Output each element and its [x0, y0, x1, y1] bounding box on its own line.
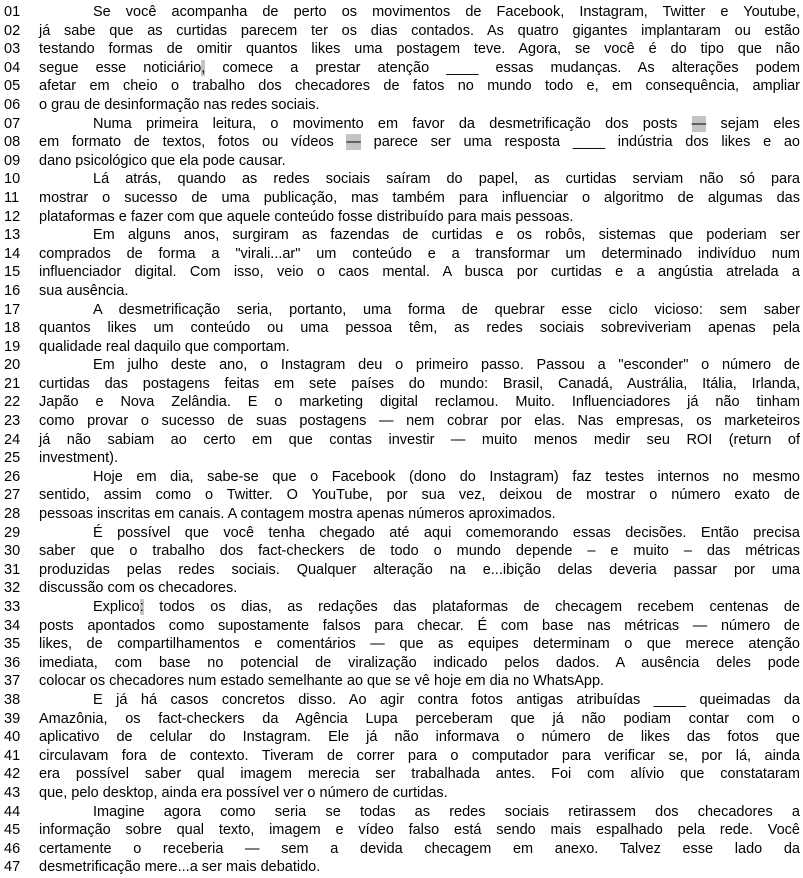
text-segment: afetar em cheio o trabalho dos checadores de fatos no mundo todo e, em consequência, ampliar [39, 78, 800, 95]
text-segment: comprados de forma a "virali...ar" um conteúdo e a transformar um determinado indivíduo num [39, 245, 800, 262]
line-number: 21 [4, 375, 21, 392]
line-number: 06 [4, 96, 21, 113]
text-segment: que, pelo desktop, ainda era possível ver o número de curtidas. [39, 784, 448, 801]
line-number: 41 [4, 747, 21, 764]
text-segment: era possível saber qual imagem merecia ser trabalhada antes. Foi com alívio que constataram [39, 766, 800, 783]
text-segment: investment). [39, 450, 118, 467]
line-number: 05 [4, 78, 21, 95]
text-segment: influenciador digital. Com isso, veio o caos mental. A busca por curtidas e a angústia atrelada a [39, 264, 800, 281]
text-line [4, 170, 800, 189]
line-number: 01 [4, 4, 21, 20]
line-text [39, 189, 800, 208]
text-line [4, 672, 800, 691]
text-line [4, 208, 800, 227]
text-line [4, 710, 800, 729]
text-segment: sentido, assim como o Twitter. O YouTube, por sua vez, deixou de mostrar o número exato de [39, 487, 800, 504]
text-segment: Amazônia, os fact-checkers da Agência Lupa perceberam que já não podiam contar com o [39, 710, 800, 727]
text-segment: E já há casos concretos disso. Ao agir contra fotos antigas atribuídas ____ queimadas da [93, 691, 800, 708]
line-text [39, 858, 800, 877]
line-number: 47 [4, 859, 21, 876]
text-line [4, 319, 800, 338]
text-segment: parece ser uma resposta ____ indústria dos likes e ao [360, 134, 800, 151]
text-segment: testando formas de omitir quantos likes uma postagem teve. Agora, se você é do tipo que não [39, 41, 800, 58]
text-segment: quantos likes um conteúdo ou uma pessoa têm, as redes sociais sobreviveriam apenas pela [39, 320, 800, 337]
text-line [4, 301, 800, 320]
text-body [4, 3, 800, 877]
line-text [39, 319, 800, 338]
line-text [39, 393, 800, 412]
line-number: 24 [4, 431, 21, 448]
text-line [4, 858, 800, 877]
text-line [4, 821, 800, 840]
text-segment: Em julho deste ano, o Instagram deu o primeiro passo. Passou a "esconder" o número de [93, 357, 800, 374]
line-number: 23 [4, 413, 21, 430]
text-segment: colocar os checadores num estado semelhante ao que se vê hoje em dia no WhatsApp. [39, 673, 605, 690]
line-number: 12 [4, 208, 21, 225]
line-text [39, 40, 800, 59]
text-segment: Lá atrás, quando as redes sociais saíram do papel, as curtidas serviam não só para [93, 171, 800, 188]
line-number: 02 [4, 22, 21, 39]
text-line [4, 59, 800, 78]
line-number: 37 [4, 673, 21, 690]
line-number: 27 [4, 487, 21, 504]
text-line [4, 282, 800, 301]
line-text [39, 3, 800, 22]
line-number: 18 [4, 320, 21, 337]
line-text [39, 840, 800, 859]
text-line [4, 803, 800, 822]
line-text [39, 524, 800, 543]
text-line [4, 561, 800, 580]
text-line [4, 133, 800, 152]
text-segment: dano psicológico que ela pode causar. [39, 152, 286, 169]
line-text [39, 728, 800, 747]
line-text [39, 821, 800, 840]
text-line [4, 226, 800, 245]
line-text [39, 152, 800, 171]
line-text [39, 59, 800, 78]
line-number: 40 [4, 729, 21, 746]
line-number: 15 [4, 264, 21, 281]
line-text [39, 486, 800, 505]
line-text [39, 115, 800, 134]
text-segment: sua ausência. [39, 282, 129, 299]
line-number: 30 [4, 543, 21, 560]
text-segment: em formato de textos, fotos ou vídeos [39, 134, 347, 151]
line-text [39, 301, 800, 320]
text-segment: Hoje em dia, sabe-se que o Facebook (dono do Instagram) faz testes internos no mesmo [93, 468, 800, 485]
text-segment: todos os dias, as redações das plataformas de checagem recebem centenas de [143, 599, 800, 615]
text-segment: plataformas e fazer com que aquele conteúdo fosse distribuído para mais pessoas. [39, 208, 574, 225]
line-text [39, 356, 800, 375]
line-text [39, 784, 800, 803]
line-text [39, 542, 800, 561]
text-line [4, 765, 800, 784]
text-line [4, 393, 800, 412]
line-text [39, 96, 800, 115]
text-line [4, 431, 800, 450]
text-segment: mostrar o sucesso de uma publicação, mas também para influenciar o algoritmo de algumas das [39, 189, 800, 206]
highlighted-char: , [201, 59, 206, 76]
line-text [39, 412, 800, 431]
text-line [4, 263, 800, 282]
line-number: 38 [4, 691, 21, 708]
line-number: 33 [4, 599, 21, 615]
text-line [4, 152, 800, 171]
line-text [39, 77, 800, 96]
line-number: 34 [4, 617, 21, 634]
text-segment: Japão e Nova Zelândia. E o marketing digital reclamou. Muito. Influenciadores já não tinham [39, 394, 800, 411]
line-number: 45 [4, 822, 21, 839]
text-line [4, 728, 800, 747]
line-number: 44 [4, 803, 21, 820]
text-line [4, 338, 800, 357]
highlighted-char: — [346, 134, 361, 151]
text-line [4, 375, 800, 394]
text-segment: desmetrificação mere...a ser mais debatido. [39, 859, 321, 876]
line-text [39, 598, 800, 617]
line-number: 03 [4, 41, 21, 58]
text-segment: pessoas inscritas em canais. A contagem mostra apenas números aproximados. [39, 506, 556, 523]
line-number: 10 [4, 171, 21, 188]
text-line [4, 747, 800, 766]
line-number: 11 [4, 189, 20, 206]
text-segment: discussão com os checadores. [39, 580, 238, 597]
line-text [39, 672, 800, 691]
text-segment: A desmetrificação seria, portanto, uma forma de quebrar esse ciclo vicioso: sem saber [93, 301, 800, 318]
line-number: 16 [4, 282, 21, 299]
text-line [4, 115, 800, 134]
line-text [39, 245, 800, 264]
text-segment: Em alguns anos, surgiram as fazendas de curtidas e os robôs, sistemas que poderiam ser [93, 227, 800, 244]
line-number: 25 [4, 450, 21, 467]
text-segment: posts apontados como supostamente falsos para checar. É com base nas métricas — número de [39, 617, 800, 634]
line-number: 14 [4, 245, 21, 262]
text-segment: Imagine agora como seria se todas as redes sociais retirassem dos checadores a [93, 803, 800, 820]
text-segment: curtidas das postagens feitas em sete países do mundo: Brasil, Canadá, Austrália, Itália, Irlanda, [39, 375, 800, 392]
line-text [39, 449, 800, 468]
text-segment: circulavam fora de contexto. Tiveram de correr para o computador para verificar se, por lá, ainda [39, 747, 800, 764]
text-segment: produzidas pelas redes sociais. Qualquer alteração na e...ibição delas deveria passar por uma [39, 561, 800, 578]
text-segment: segue esse noticiário [39, 59, 202, 76]
line-number: 22 [4, 394, 21, 411]
text-line [4, 840, 800, 859]
line-text [39, 710, 800, 729]
line-text [39, 338, 800, 357]
line-number: 39 [4, 710, 21, 727]
text-line [4, 598, 800, 617]
line-number: 28 [4, 506, 21, 523]
line-text [39, 765, 800, 784]
line-text [39, 635, 800, 654]
line-text [39, 803, 800, 822]
line-number: 04 [4, 59, 21, 76]
line-text [39, 654, 800, 673]
text-line [4, 356, 800, 375]
text-line [4, 96, 800, 115]
text-segment: sejam eles [706, 115, 800, 132]
line-text [39, 208, 800, 227]
text-segment: informação sobre qual texto, imagem e vídeo falso está sendo mais espalhado pela rede. Você [39, 822, 800, 839]
text-line [4, 22, 800, 41]
text-segment: saber que o trabalho dos fact-checkers de todo o mundo depende – e muito – das métricas [39, 543, 800, 560]
line-number: 31 [4, 561, 21, 578]
text-segment: É possível que você tenha chegado até aqui comemorando essas decisões. Então precisa [93, 524, 800, 541]
text-line [4, 505, 800, 524]
line-text [39, 468, 800, 487]
text-line [4, 542, 800, 561]
highlighted-char: : [139, 599, 144, 615]
text-segment: Se você acompanha de perto os movimentos de Facebook, Instagram, Twitter e Youtube, [93, 4, 800, 20]
line-number: 08 [4, 134, 21, 151]
text-line [4, 691, 800, 710]
text-segment: o grau de desinformação nas redes sociais. [39, 96, 320, 113]
line-text [39, 561, 800, 580]
line-number: 43 [4, 784, 21, 801]
line-number: 07 [4, 115, 21, 132]
text-line [4, 40, 800, 59]
line-number: 46 [4, 840, 21, 857]
line-text [39, 133, 800, 152]
text-segment: imediata, com base no potencial de viralização indicado pelos dados. A ausência deles pode [39, 654, 800, 671]
text-segment: já sabe que as curtidas parecem ter os dias contados. As quatro gigantes implantaram ou estão [39, 22, 800, 39]
line-number: 26 [4, 468, 21, 485]
text-line [4, 486, 800, 505]
line-text [39, 263, 800, 282]
text-line [4, 245, 800, 264]
text-line [4, 784, 800, 803]
text-line [4, 189, 800, 208]
line-number: 32 [4, 580, 21, 597]
text-segment: aplicativo de celular do Instagram. Ele já não informava o número de likes das fotos que [39, 729, 800, 746]
line-number: 13 [4, 227, 21, 244]
line-number: 20 [4, 357, 21, 374]
line-text [39, 579, 800, 598]
line-text [39, 747, 800, 766]
line-text [39, 431, 800, 450]
text-line [4, 412, 800, 431]
text-line [4, 3, 800, 22]
line-text [39, 226, 800, 245]
line-text [39, 505, 800, 524]
text-segment: como provar o sucesso de suas postagens — nem cobrar por elas. Nas empresas, os marketeiros [39, 413, 800, 430]
line-text [39, 170, 800, 189]
text-line [4, 617, 800, 636]
line-text [39, 375, 800, 394]
text-segment: Numa primeira leitura, o movimento em favor da desmetrificação dos posts [93, 115, 692, 132]
text-segment: já não sabiam ao certo em que contas investir — muito menos medir seu ROI (return of [39, 431, 800, 448]
text-line [4, 449, 800, 468]
line-text [39, 691, 800, 710]
text-line [4, 579, 800, 598]
line-text [39, 282, 800, 301]
text-segment: qualidade real daquilo que comportam. [39, 338, 290, 355]
line-number: 09 [4, 152, 21, 169]
text-segment: likes, de compartilhamentos e comentários — que as equipes determinam o que merece atenção [39, 636, 800, 653]
text-segment: comece a prestar atenção ____ essas mudanças. As alterações podem [205, 59, 800, 76]
line-text [39, 617, 800, 636]
line-text [39, 22, 800, 41]
line-number: 36 [4, 654, 21, 671]
text-line [4, 635, 800, 654]
text-line [4, 468, 800, 487]
highlighted-char: — [691, 115, 707, 132]
line-number: 35 [4, 636, 21, 653]
text-line [4, 524, 800, 543]
line-number: 17 [4, 301, 21, 318]
text-segment: certamente o receberia — sem a devida checagem em anexo. Talvez esse lado da [39, 840, 800, 857]
text-line [4, 77, 800, 96]
line-number: 29 [4, 524, 21, 541]
text-line [4, 654, 800, 673]
line-number: 42 [4, 766, 21, 783]
text-segment: Explico [93, 599, 140, 615]
line-number: 19 [4, 338, 21, 355]
